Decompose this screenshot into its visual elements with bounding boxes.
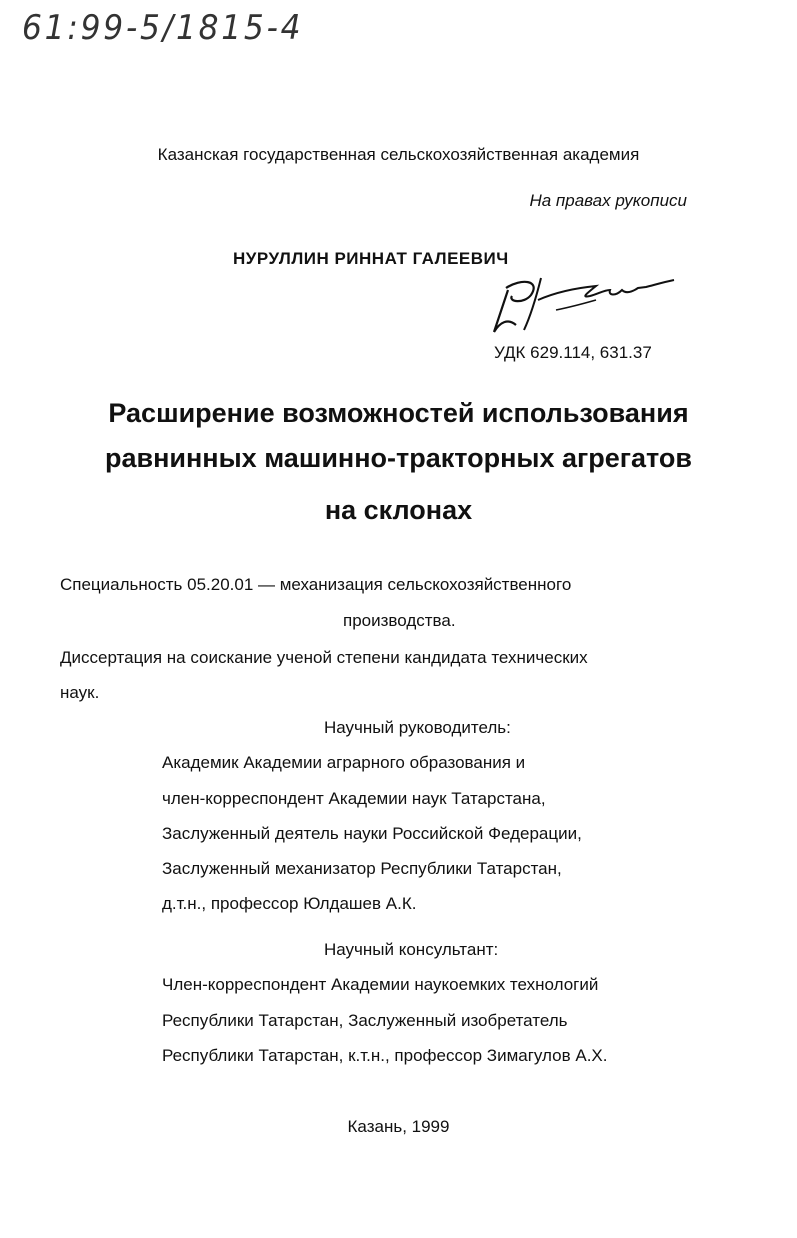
- dissertation-line-2: наук.: [60, 683, 100, 702]
- dissertation-line-1: Диссертация на соискание ученой степени кандидата технических: [60, 648, 588, 667]
- supervisor-line: член-корреспондент Академии наук Татарстана,: [162, 789, 546, 808]
- specialty-line-1: Специальность 05.20.01 — механизация сельскохозяйственного: [60, 575, 572, 594]
- institution: Казанская государственная сельскохозяйственная академия: [157, 145, 640, 164]
- supervisor-heading: Научный руководитель:: [324, 718, 511, 737]
- supervisor-line: д.т.н., профессор Юлдашев А.К.: [162, 894, 417, 913]
- thesis-title-line-1: Расширение возможностей использования: [108, 398, 689, 428]
- consultant-line: Республики Татарстан, Заслуженный изобретатель: [162, 1011, 568, 1030]
- thesis-title-line-3: на склонах: [324, 495, 473, 525]
- specialty-line-2: производства.: [343, 611, 456, 630]
- supervisor-line: Заслуженный деятель науки Российской Федерации,: [162, 824, 582, 843]
- author-name: НУРУЛЛИН РИННАТ ГАЛЕЕВИЧ: [233, 249, 509, 268]
- consultant-line: Член-корреспондент Академии наукоемких технологий: [162, 975, 599, 994]
- signature-icon: [486, 270, 686, 340]
- udk-code: УДК 629.114, 631.37: [494, 343, 652, 362]
- thesis-title-line-2: равнинных машинно-тракторных агрегатов: [104, 443, 692, 473]
- rights-note: На правах рукописи: [529, 191, 687, 210]
- supervisor-line: Заслуженный механизатор Республики Татарстан,: [162, 859, 562, 878]
- supervisor-line: Академик Академии аграрного образования и: [162, 753, 526, 772]
- consultant-line: Республики Татарстан, к.т.н., профессор Зимагулов А.Х.: [162, 1046, 608, 1065]
- consultant-heading: Научный консультант:: [324, 940, 499, 959]
- city-year: Казань, 1999: [347, 1117, 450, 1136]
- archive-number: 61:99-5/1815-4: [22, 8, 304, 48]
